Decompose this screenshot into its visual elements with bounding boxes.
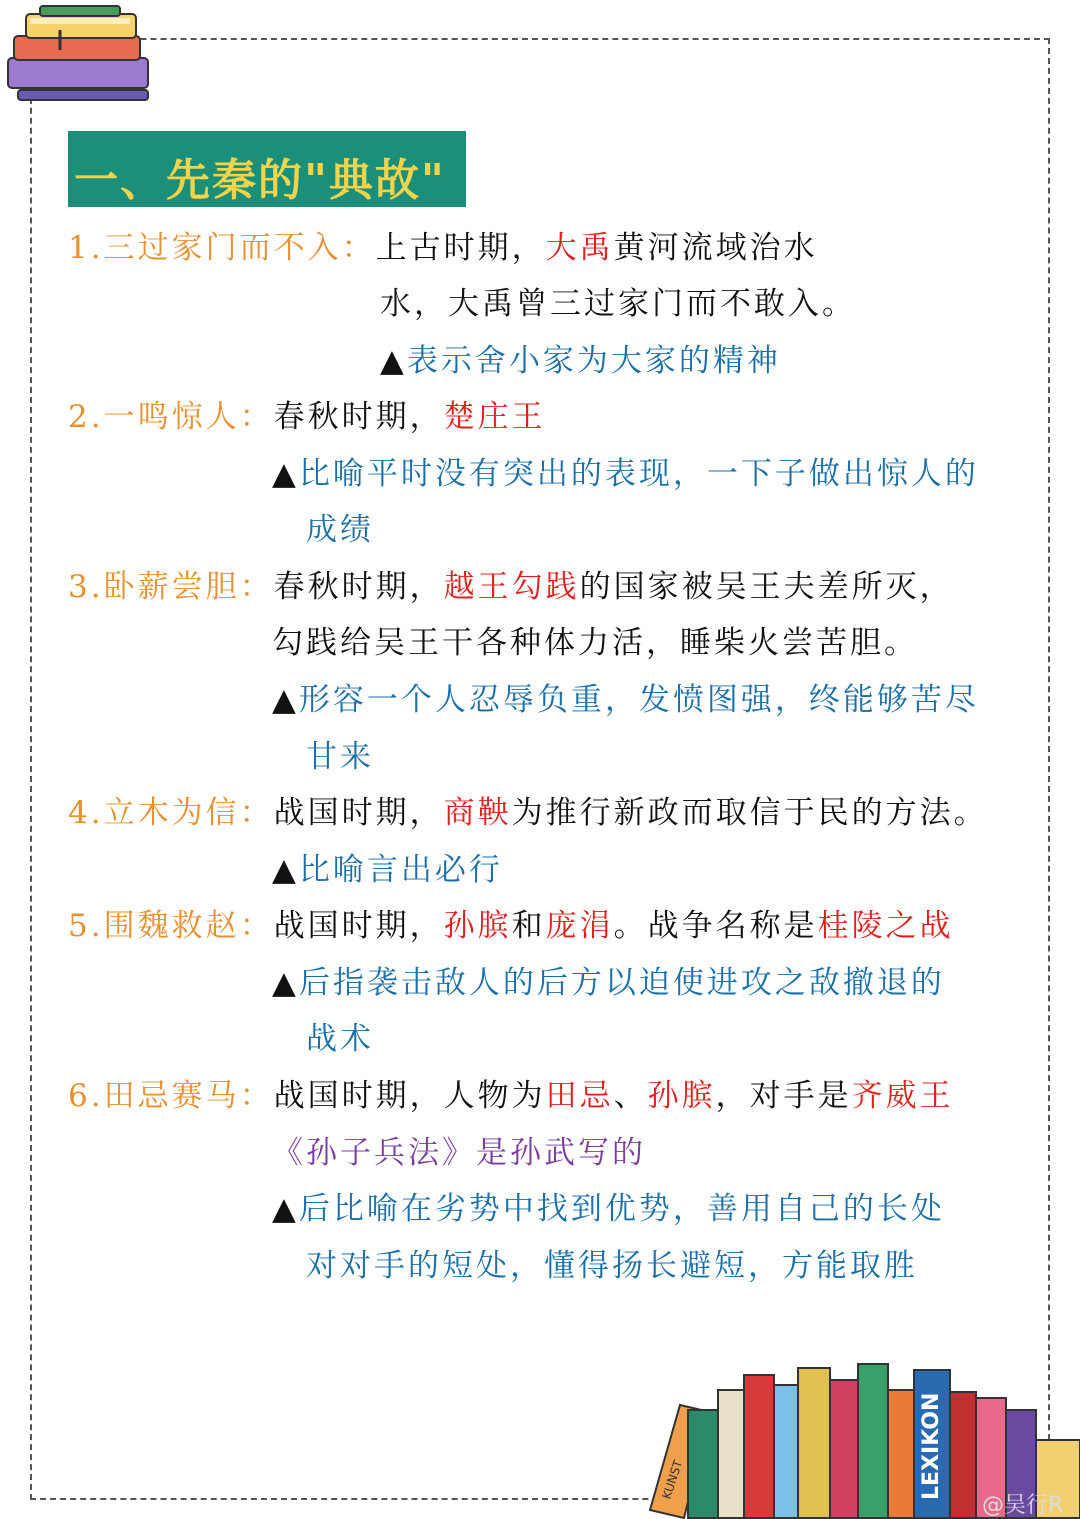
list-item [68, 1076, 954, 1116]
triangle-icon: ▲ [272, 682, 299, 718]
item-text: 黄河流域治水 [613, 230, 818, 266]
note-text: 后比喻在劣势中找到优势，善用自己的长处 [298, 1191, 945, 1227]
highlight-person: 齐威王 [851, 1078, 954, 1114]
highlight-person: 越王勾践 [443, 569, 580, 605]
highlight-person: 田忌 [545, 1078, 614, 1114]
list-item [68, 793, 988, 833]
note-text: 比喻平时没有突出的表现，一下子做出惊人的 [298, 456, 979, 492]
kunst-label: KUNST [659, 1458, 686, 1501]
item-text: 水，大禹曾三过家门而不敢入。 [380, 286, 856, 322]
list-item [68, 397, 546, 437]
highlight-person: 孙膑 [443, 908, 512, 944]
note-text: 甘来 [306, 739, 374, 775]
book-stack-icon [0, 0, 160, 108]
triangle-icon: ▲ [272, 1191, 299, 1227]
note-text: 战术 [306, 1021, 374, 1057]
lexikon-label: LEXIKON [919, 1392, 944, 1500]
highlight-person: 庞涓 [545, 908, 614, 944]
item-note [272, 680, 979, 720]
item-text: 、 [613, 1078, 648, 1114]
note-text: 比喻言出必行 [298, 852, 503, 888]
item-note [272, 1189, 945, 1229]
note-text: 后指袭击敌人的后方以迫使进攻之敌撤退的 [298, 965, 945, 1001]
item-term: 1.三过家门而不入： [68, 230, 376, 266]
note-text: 对对手的短处，懂得扬长避短，方能取胜 [306, 1248, 918, 1284]
item-note [380, 341, 781, 381]
item-text: 的国家被吴王夫差所灭， [579, 569, 954, 605]
watermark: @吴行R [982, 1493, 1064, 1518]
item-note [272, 454, 979, 494]
book-note: 《孙子兵法》是孙武写的 [272, 1135, 646, 1171]
list-item [68, 567, 954, 607]
page-title: 一、先秦的"典故" [74, 155, 446, 206]
item-text: 春秋时期， [273, 569, 444, 605]
item-text: 春秋时期， [273, 399, 444, 435]
highlight-battle: 桂陵之战 [817, 908, 954, 944]
item-note [272, 850, 503, 890]
triangle-icon: ▲ [272, 852, 299, 888]
list-item [68, 228, 818, 268]
item-term: 2.一鸣惊人： [68, 399, 274, 435]
triangle-icon: ▲ [272, 456, 299, 492]
triangle-icon: ▲ [272, 965, 299, 1001]
item-text: 战国时期，人物为 [273, 1078, 546, 1114]
item-text: 为推行新政而取信于民的方法。 [511, 795, 988, 831]
list-item [68, 906, 954, 946]
highlight-person: 商鞅 [443, 795, 512, 831]
highlight-person: 孙膑 [647, 1078, 716, 1114]
note-text: 成绩 [306, 512, 374, 548]
item-text: 。战争名称是 [613, 908, 818, 944]
triangle-icon: ▲ [380, 343, 407, 379]
item-term: 4.立木为信： [68, 795, 274, 831]
item-term: 5.围魏救赵： [68, 908, 274, 944]
item-text: ，对手是 [715, 1078, 852, 1114]
highlight-person: 大禹 [545, 230, 614, 266]
note-text: 形容一个人忍辱负重，发愤图强，终能够苦尽 [298, 682, 979, 718]
item-text: 战国时期， [273, 908, 444, 944]
item-note [272, 963, 945, 1003]
highlight-person: 楚庄王 [443, 399, 546, 435]
item-text: 和 [511, 908, 546, 944]
note-text: 表示舍小家为大家的精神 [406, 343, 781, 379]
item-text: 上古时期， [375, 230, 546, 266]
item-text: 战国时期， [273, 795, 444, 831]
item-term: 6.田忌赛马： [68, 1078, 274, 1114]
item-text: 勾践给吴王干各种体力活，睡柴火尝苦胆。 [272, 625, 918, 661]
item-term: 3.卧薪尝胆： [68, 569, 274, 605]
